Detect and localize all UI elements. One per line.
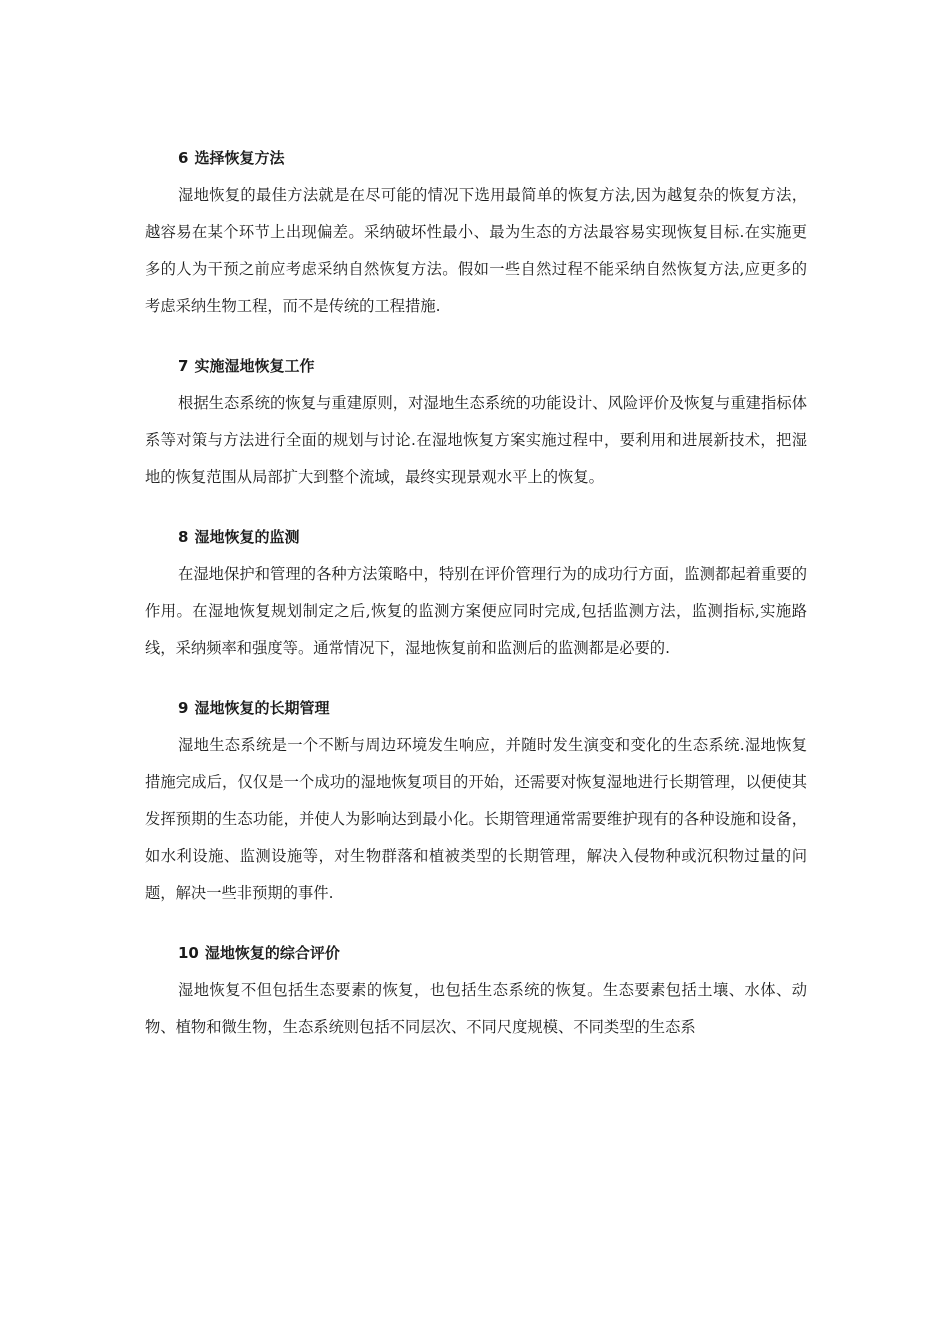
section-9 (145, 698, 807, 912)
section-title: 湿地恢复的监测 (194, 528, 300, 546)
section-number: 7 (178, 357, 189, 375)
section-spacer (145, 325, 807, 356)
section-paragraph: 湿地生态系统是一个不断与周边环境发生响应，并随时发生演变和变化的生态系统.湿地恢复措施完成后，仅仅是一个成功的湿地恢复项目的开始，还需要对恢复湿地进行长期管理，以便使其发挥预期的生态功能，并使人为影响达到最小化。长期管理通常需要维护现有的各种设施和设备，如水利设施、监测设施等，对生物群落和植被类型的长期管理，解决入侵物种或沉积物过量的问题，解决一些非预期的事件. (145, 736, 807, 902)
section-paragraph: 根据生态系统的恢复与重建原则，对湿地生态系统的功能设计、风险评价及恢复与重建指标体系等对策与方法进行全面的规划与讨论.在湿地恢复方案实施过程中，要利用和进展新技术，把湿地的恢复范围从局部扩大到整个流域，最终实现景观水平上的恢复。 (145, 394, 807, 486)
section-title: 实施湿地恢复工作 (194, 357, 315, 375)
section-number: 10 (178, 944, 199, 962)
section-heading (178, 698, 807, 718)
section-8 (145, 527, 807, 667)
section-spacer (145, 667, 807, 698)
section-heading (178, 527, 807, 547)
document-page (145, 148, 807, 1046)
section-number: 6 (178, 149, 189, 167)
section-number: 8 (178, 528, 189, 546)
section-title: 选择恢复方法 (194, 149, 285, 167)
section-title: 湿地恢复的综合评价 (204, 944, 340, 962)
section-7 (145, 356, 807, 496)
section-heading (178, 356, 807, 376)
section-paragraph: 湿地恢复的最佳方法就是在尽可能的情况下选用最简单的恢复方法,因为越复杂的恢复方法，越容易在某个环节上出现偏差。采纳破坏性最小、最为生态的方法最容易实现恢复目标.在实施更多的人为干预之前应考虑采纳自然恢复方法。假如一些自然过程不能采纳自然恢复方法,应更多的考虑采纳生物工程，而不是传统的工程措施. (145, 186, 807, 315)
section-10 (145, 943, 807, 1046)
section-heading (178, 148, 807, 168)
section-spacer (145, 912, 807, 943)
section-title: 湿地恢复的长期管理 (194, 699, 330, 717)
section-paragraph: 湿地恢复不但包括生态要素的恢复，也包括生态系统的恢复。生态要素包括土壤、水体、动物、植物和微生物，生态系统则包括不同层次、不同尺度规模、不同类型的生态系 (145, 981, 807, 1036)
section-paragraph: 在湿地保护和管理的各种方法策略中，特别在评价管理行为的成功行方面，监测都起着重要的作用。在湿地恢复规划制定之后,恢复的监测方案便应同时完成,包括监测方法，监测指标,实施路线，采纳频率和强度等。通常情况下，湿地恢复前和监测后的监测都是必要的. (145, 565, 807, 657)
section-number: 9 (178, 699, 189, 717)
section-6 (145, 148, 807, 325)
section-spacer (145, 496, 807, 527)
section-heading (178, 943, 807, 963)
